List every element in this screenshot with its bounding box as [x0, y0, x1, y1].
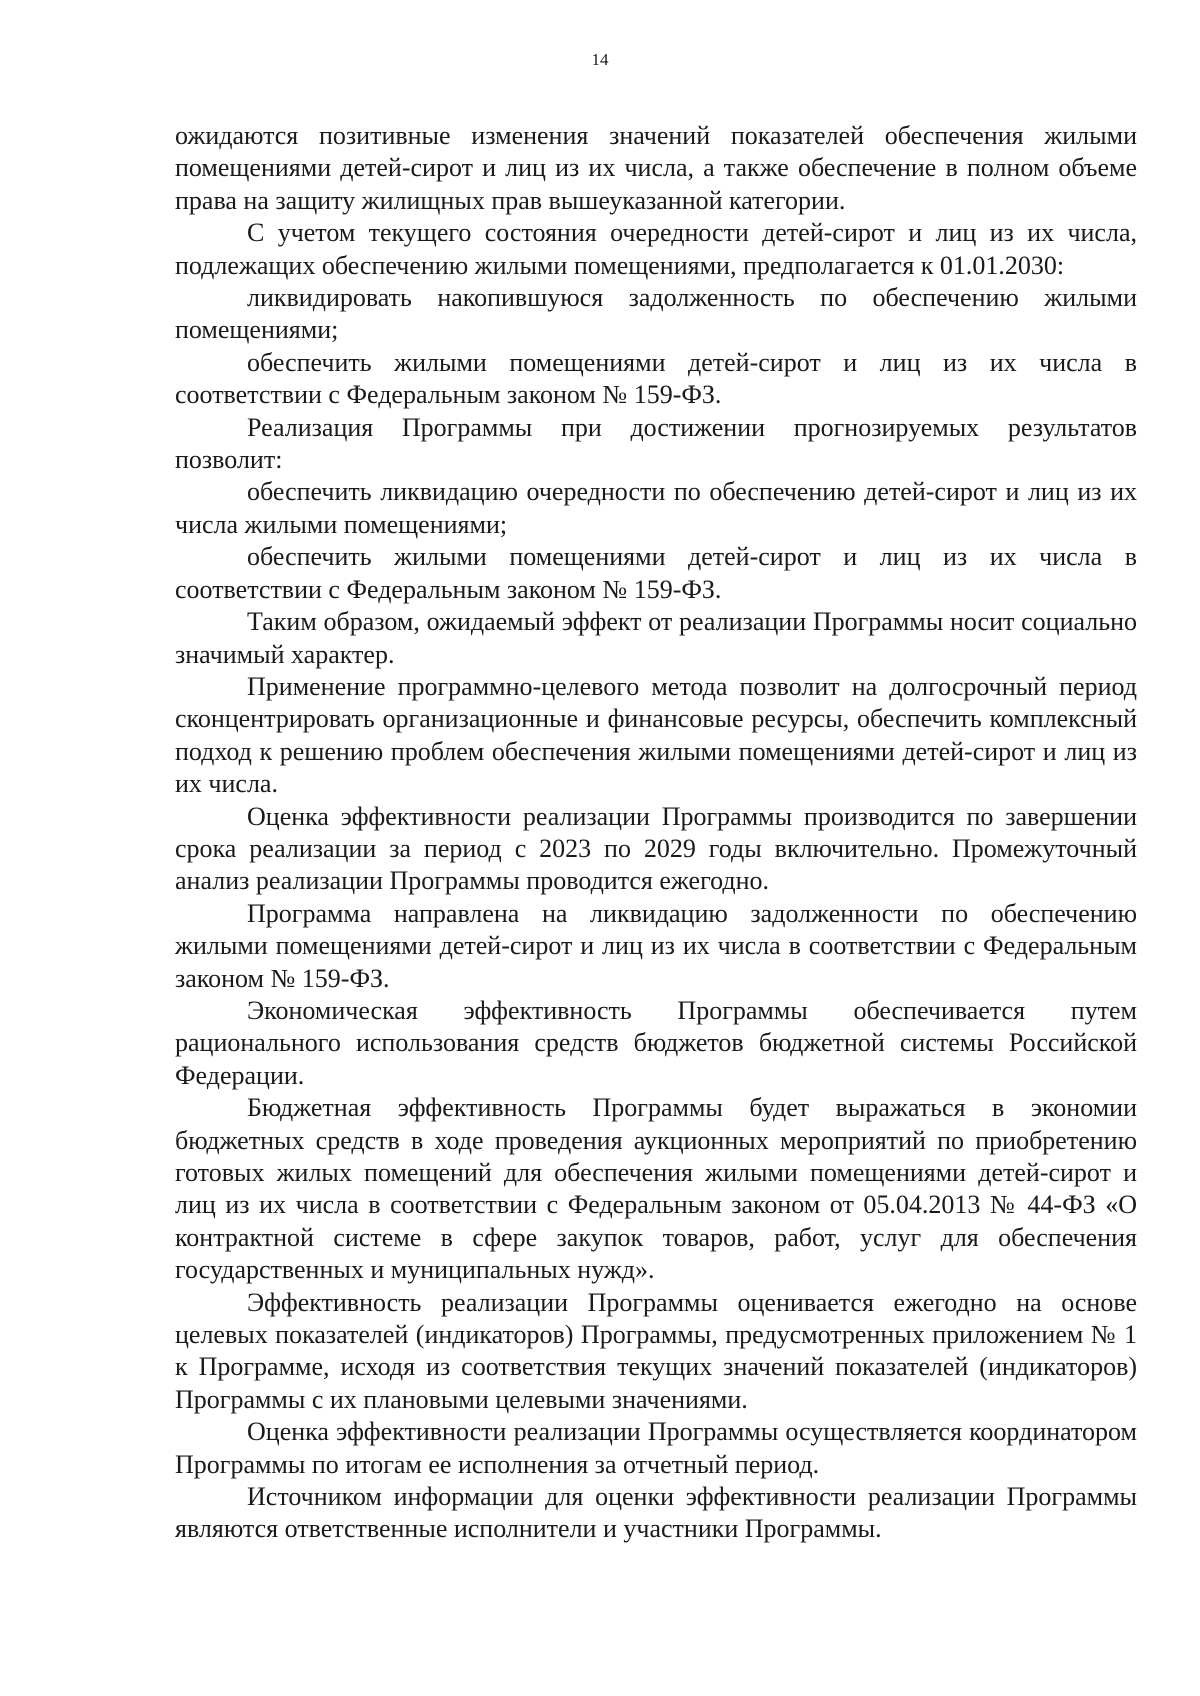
page-number: 14 [591, 50, 609, 69]
paragraph-eliminate-queue: обеспечить ликвидацию очередности по обеспечению детей-сирот и лиц из их числа жилыми помещениями; [175, 477, 1137, 539]
paragraph-provide-housing-2: обеспечить жилыми помещениями детей-сирот и лиц из их числа в соответствии с Федеральным законом № 159-ФЗ. [175, 542, 1137, 604]
paragraph-economic-efficiency: Экономическая эффективность Программы обеспечивается путем рационального использования средств бюджетов бюджетной системы Российской Федерации. [175, 995, 1137, 1090]
document-body [175, 120, 1137, 1546]
paragraph-budget-efficiency: Бюджетная эффективность Программы будет выражаться в экономии бюджетных средств в ходе проведения аукционных мероприятий по приобретению готовых жилых помещений для обеспечения жилыми помещениями детей-сирот и лиц из их числа в соответствии с Федеральным законом от 05.04.2013 № 44-ФЗ «О контрактной системе в сфере закупок товаров, работ, услуг для обеспечения государственных и муниципальных нужд». [175, 1093, 1137, 1285]
paragraph-coordinator-evaluation: Оценка эффективности реализации Программы осуществляется координатором Программы по итогам ее исполнения за отчетный период. [175, 1417, 1137, 1479]
paragraph-program-allows: Реализация Программы при достижении прогнозируемых результатов позволит: [175, 412, 1137, 475]
paragraph-provide-housing: обеспечить жилыми помещениями детей-сирот и лиц из их числа в соответствии с Федеральным законом № 159-ФЗ. [175, 347, 1137, 410]
paragraph-program-aim: Программа направлена на ликвидацию задолженности по обеспечению жилыми помещениями детей-сирот и лиц из их числа в соответствии с Федеральным законом № 159-ФЗ. [175, 898, 1137, 993]
paragraph-information-source: Источником информации для оценки эффективности реализации Программы являются ответственные исполнители и участники Программы. [175, 1482, 1137, 1544]
paragraph-continuation: ожидаются позитивные изменения значений показателей обеспечения жилыми помещениями детей-сирот и лиц из их числа, а также обеспечение в полном объеме права на защиту жилищных прав вышеуказанной категории. [175, 121, 1137, 215]
paragraph-target-method: Применение программно-целевого метода позволит на долгосрочный период сконцентрировать организационные и финансовые ресурсы, обеспечить комплексный подход к решению проблем обеспечения жилыми помещениями детей-сирот и лиц из их числа. [175, 671, 1137, 799]
paragraph-annual-evaluation: Эффективность реализации Программы оценивается ежегодно на основе целевых показателей (индикаторов) Программы, предусмотренных приложением № 1 к Программе, исходя из соответствия текущих значений показателей (индикаторов) Программы с их плановыми целевыми значениями. [175, 1287, 1137, 1414]
paragraph-queue-status: С учетом текущего состояния очередности детей-сирот и лиц из их числа, подлежащих обеспечению жилыми помещениями, предполагается к 01.01.2030: [175, 218, 1137, 280]
paragraph-eliminate-debt: ликвидировать накопившуюся задолженность по обеспечению жилыми помещениями; [175, 283, 1137, 345]
paragraph-efficiency-assessment: Оценка эффективности реализации Программы производится по завершении срока реализации за период с 2023 по 2029 годы включительно. Промежуточный анализ реализации Программы проводится ежегодно. [175, 801, 1137, 896]
paragraph-social-effect: Таким образом, ожидаемый эффект от реализации Программы носит социально значимый характер. [175, 607, 1137, 669]
